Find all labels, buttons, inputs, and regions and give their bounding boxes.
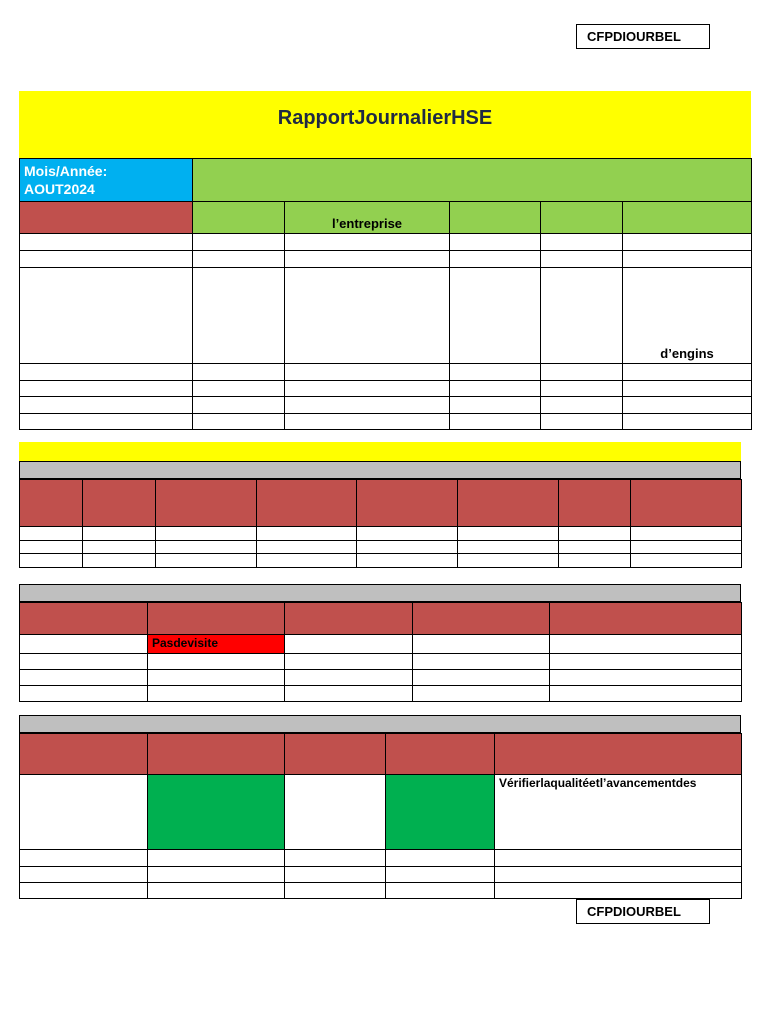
section4-header-cell [20, 734, 148, 775]
table-row [20, 635, 742, 654]
table-row [20, 397, 752, 414]
section2-header-cell [559, 480, 631, 527]
table-row [20, 527, 742, 541]
section2-header-cell [631, 480, 742, 527]
table1-header-cell [193, 202, 285, 234]
table-row [20, 654, 742, 670]
action-text-cell: Vérifierlaqualitéetl’avancementdes [495, 775, 742, 850]
no-visit-cell: Pasdevisite [148, 635, 285, 654]
section2-table [19, 479, 742, 568]
section3-grey-band [19, 584, 741, 602]
section2-header-cell [357, 480, 458, 527]
table-row [20, 850, 742, 867]
section3-header-cell [550, 603, 742, 635]
table-row [20, 268, 752, 364]
section4-header-cell [148, 734, 285, 775]
table-row [20, 670, 742, 686]
table-row [20, 686, 742, 702]
table-row [20, 775, 742, 850]
section4-header-cell [495, 734, 742, 775]
table-row [20, 883, 742, 899]
title-band [19, 91, 751, 158]
bottom-stamp: CFPDIOURBEL [576, 899, 710, 924]
table-row [20, 867, 742, 883]
top-stamp: CFPDIOURBEL [576, 24, 710, 49]
status-green-cell [148, 775, 285, 850]
table-row [20, 234, 752, 251]
table-row [20, 364, 752, 381]
table-row [20, 541, 742, 554]
green-header-band [193, 159, 752, 202]
section2-header-cell [83, 480, 156, 527]
period-cell [20, 159, 193, 202]
table1-header-cell [541, 202, 623, 234]
table-row [20, 251, 752, 268]
period-value: AOUT2024 [24, 181, 95, 197]
daily-report-table [19, 158, 752, 430]
section2-header-cell [458, 480, 559, 527]
section3-header-cell [413, 603, 550, 635]
section3-table [19, 602, 742, 702]
engins-cell: d’engins [623, 268, 752, 364]
section4-grey-band [19, 715, 741, 733]
section2-header-cell [20, 480, 83, 527]
table1-header-cell [623, 202, 752, 234]
section4-header-cell [386, 734, 495, 775]
section3-header-cell [20, 603, 148, 635]
table1-header-company: l’entreprise [285, 202, 450, 234]
status-green-cell [386, 775, 495, 850]
section4-table [19, 733, 742, 899]
page-title: RapportJournalierHSE [277, 107, 493, 129]
section2-yellow-band [19, 442, 741, 461]
section2-grey-band [19, 461, 741, 479]
section2-header-cell [257, 480, 357, 527]
section4-header-cell [285, 734, 386, 775]
table1-red-header [20, 202, 193, 234]
table-row [20, 554, 742, 568]
table1-header-cell [450, 202, 541, 234]
section3-header-cell [148, 603, 285, 635]
section3-header-cell [285, 603, 413, 635]
table-row [20, 414, 752, 430]
period-label: Mois/Année: [24, 163, 108, 179]
table-row [20, 381, 752, 397]
section2-header-cell [156, 480, 257, 527]
